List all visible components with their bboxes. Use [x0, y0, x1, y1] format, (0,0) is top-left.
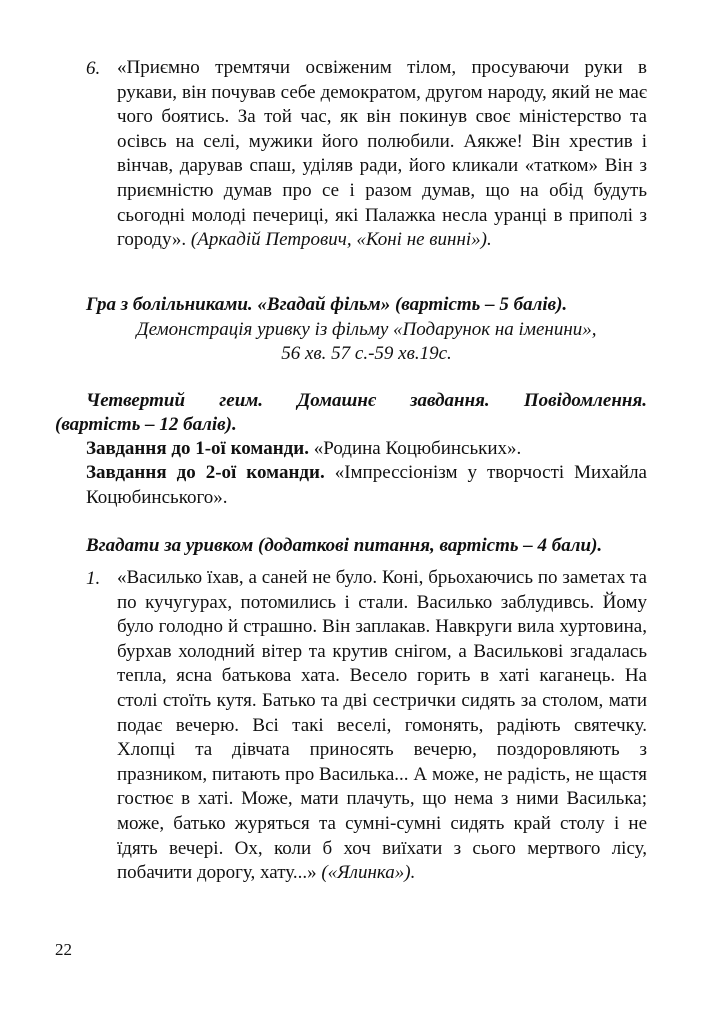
film-timecode: 56 хв. 57 с.-59 хв.19с. [281, 343, 452, 364]
fourth-game-cost: (вартість – 12 балів). [55, 414, 237, 435]
quote-text [117, 56, 647, 253]
quote-source: (Аркадій Петрович, «Коні не винні»). [190, 229, 492, 251]
fourth-game-heading: Четвертий геим. Домашнє завдання. Повідомлення. [86, 390, 647, 411]
quote-item-1 [86, 566, 647, 886]
guess-excerpt-heading: Вгадати за уривком (додаткові питання, вартість – 4 бали). [86, 535, 603, 556]
page-number: 22 [55, 940, 72, 959]
team2-task-label: Завдання до 2-ої команди. [86, 462, 325, 483]
team2-task-text: «Імпрессіонізм у творчості Михайла Коцюбинського». [86, 462, 647, 508]
quote-item-6 [86, 56, 647, 253]
item-number: 1. [86, 568, 101, 589]
team1-task-label: Завдання до 1-ої команди. [86, 438, 309, 459]
film-demo-line: Демонстрація уривку із фільму «Подарунок на іменини», [136, 319, 597, 340]
team2-task [86, 461, 647, 510]
quote-body: «Приємно тремтячи освіженим тілом, просуваючи руки в рукави, він почував себе демократом, другом народу, який не має чого боятись. За той час, як він покинув своє міністерство та осівсь на селі, мужики його полюбили. Аякже! Він хрестив і вінчав, дарував спаш, уділяв ради, його кликали «татком» Він з приємністю думав про се і разом думав, що на обід будуть сьогодні молоді печериці, які Палажка несла уранці в приполі з городу». [117, 57, 647, 251]
team1-task [86, 437, 647, 462]
fans-game-heading: Гра з болільниками. «Вгадай фільм» (вартість – 5 балів). [86, 294, 568, 315]
team1-task-text: «Родина Коцюбинських». [313, 438, 522, 459]
quote-text [117, 566, 647, 886]
quote-body: «Василько їхав, а саней не було. Коні, брьохаючись по заметах та по кучугурах, потомились і стали. Василько заблудивсь. Йому було голодно й страшно. Він заплакав. Навкруги вила хуртовина, бурхав холодний вітер та крутив снігом, а Василькові згадалась тепла, ясна батькова хата. Весело горить в хаті каганець. На столі стоїть кутя. Батько та дві сестрички сидять за столом, мати подає вечерю. Всі такі веселі, гомонять, радіють святечку. Хлопці та дівчата приносять вечерю, поздоровляють з празником, питають про Василька... А може, не радість, не щастя гостює в хаті. Може, мати плачуть, що нема з ними Василька; може, батько журяться та сумні-сумні сидять край столу і не їдять вечері. Ох, коли б хоч виїхати з сього мертвого лісу, побачити дорогу, хату...» [117, 567, 647, 884]
item-number: 6. [86, 58, 101, 79]
quote-source: («Ялинка»). [321, 862, 416, 884]
